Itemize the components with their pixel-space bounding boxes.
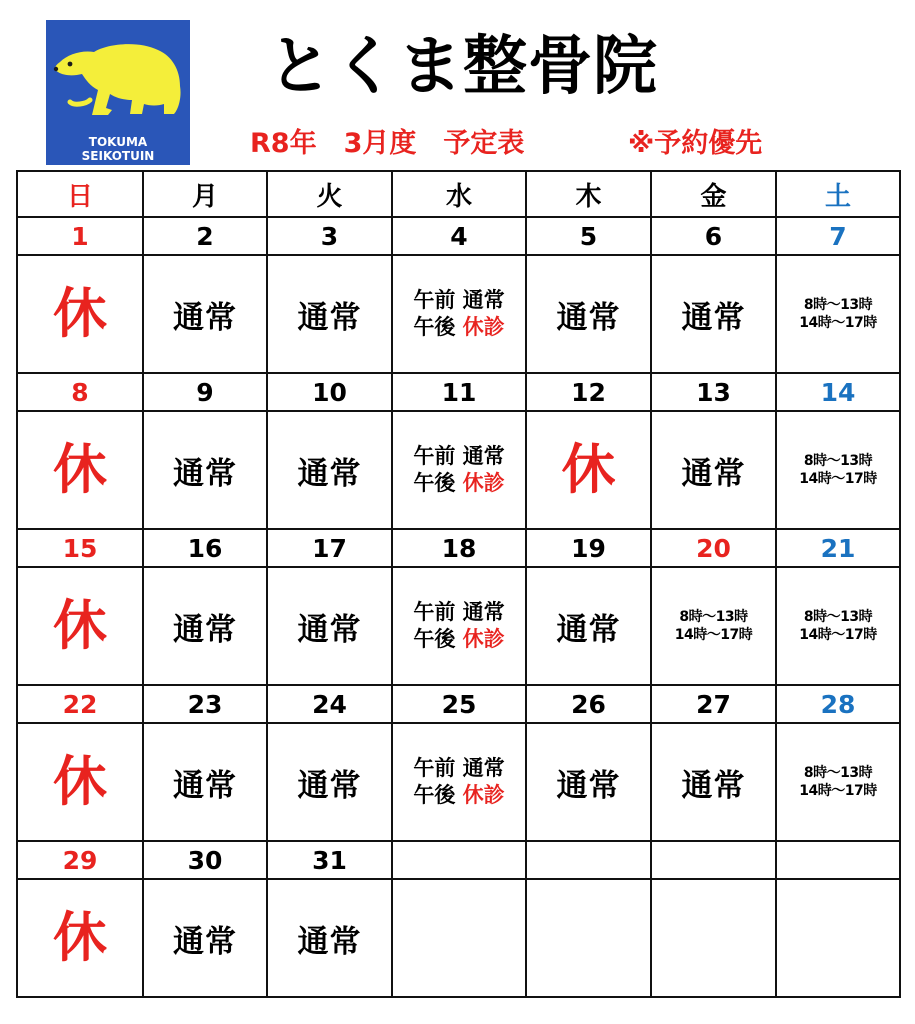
- wednesday-hours: [393, 755, 525, 809]
- date-cell: 31: [267, 841, 392, 879]
- normal-hours-label: 通常: [681, 299, 746, 336]
- short-hours: [777, 452, 899, 488]
- afternoon-status: 休診: [462, 471, 505, 495]
- normal-hours-label: 通常: [173, 611, 237, 648]
- short-hours-line1: 8時～13時: [679, 609, 748, 625]
- schedule-cell: [392, 879, 526, 997]
- schedule-cell: [392, 567, 526, 685]
- short-hours-line1: 8時～13時: [803, 297, 873, 313]
- reservation-note: ※予約優先: [628, 128, 763, 159]
- date-cell: 18: [392, 529, 526, 567]
- afternoon-label: 午後: [413, 783, 456, 807]
- schedule-cell: [17, 879, 143, 997]
- wednesday-hours: [393, 443, 525, 497]
- morning-line: [393, 755, 525, 782]
- schedule-cell: [143, 411, 267, 529]
- date-cell: 5: [526, 217, 651, 255]
- short-hours: [777, 608, 899, 644]
- weekday-wed: 水: [392, 171, 526, 217]
- date-cell: 8: [17, 373, 143, 411]
- date-cell: 9: [143, 373, 267, 411]
- short-hours-line2: 14時～17時: [674, 627, 753, 643]
- morning-line: [393, 287, 525, 314]
- normal-hours-label: 通常: [173, 455, 237, 492]
- normal-hours-label: 通常: [297, 299, 362, 336]
- short-hours-line1: 8時～13時: [803, 609, 873, 625]
- afternoon-line: [393, 626, 525, 653]
- schedule-cell: [143, 567, 267, 685]
- weekday-mon: 月: [143, 171, 267, 217]
- date-cell: 25: [392, 685, 526, 723]
- date-cell: 20: [651, 529, 776, 567]
- date-cell: [651, 841, 776, 879]
- page-title: とくま整骨院: [268, 30, 658, 104]
- afternoon-label: 午後: [413, 315, 456, 339]
- schedule-cell: [143, 723, 267, 841]
- schedule-cell: [267, 255, 392, 373]
- schedule-cell: [143, 879, 267, 997]
- logo-text-line1: TOKUMA: [88, 135, 148, 149]
- date-cell: 23: [143, 685, 267, 723]
- short-hours-line1: 8時～13時: [803, 453, 873, 469]
- schedule-cell: [267, 411, 392, 529]
- schedule-cell: [651, 411, 776, 529]
- date-cell: 21: [776, 529, 900, 567]
- schedule-row: [17, 879, 900, 997]
- normal-hours-label: 通常: [556, 767, 621, 804]
- normal-hours-label: 通常: [297, 767, 362, 804]
- closed-label: 休: [53, 906, 107, 969]
- schedule-cell: [776, 567, 900, 685]
- calendar-body: [17, 217, 900, 997]
- date-cell: 3: [267, 217, 392, 255]
- wednesday-hours: [393, 287, 525, 341]
- schedule-row: [17, 411, 900, 529]
- afternoon-status: 休診: [462, 315, 505, 339]
- schedule-cell: [526, 255, 651, 373]
- calendar-table: [16, 170, 901, 998]
- schedule-cell: [392, 255, 526, 373]
- normal-hours-label: 通常: [681, 455, 746, 492]
- date-cell: 19: [526, 529, 651, 567]
- wednesday-hours: [393, 599, 525, 653]
- short-hours-line2: 14時～17時: [799, 315, 877, 331]
- date-cell: 1: [17, 217, 143, 255]
- weekday-sun: 日: [17, 171, 143, 217]
- date-number-row: [17, 529, 900, 567]
- closed-label: 休: [53, 438, 107, 501]
- normal-hours-label: 通常: [556, 299, 621, 336]
- date-number-row: [17, 217, 900, 255]
- closed-label: 休: [53, 750, 107, 813]
- morning-status: 通常: [462, 756, 505, 780]
- afternoon-line: [393, 782, 525, 809]
- weekday-sat: 土: [776, 171, 900, 217]
- closed-label: 休: [53, 594, 107, 657]
- normal-hours-label: 通常: [173, 767, 237, 804]
- schedule-cell: [526, 879, 651, 997]
- weekday-header-row: [17, 171, 900, 217]
- schedule-cell: [267, 723, 392, 841]
- schedule-cell: [651, 879, 776, 997]
- date-cell: [526, 841, 651, 879]
- afternoon-label: 午後: [413, 627, 456, 651]
- schedule-cell: [17, 567, 143, 685]
- afternoon-line: [393, 470, 525, 497]
- date-cell: 4: [392, 217, 526, 255]
- date-cell: 12: [526, 373, 651, 411]
- short-hours-line2: 14時～17時: [799, 627, 877, 643]
- morning-label: 午前: [413, 600, 456, 624]
- schedule-cell: [776, 411, 900, 529]
- schedule-cell: [17, 255, 143, 373]
- weekday-thu: 木: [526, 171, 651, 217]
- date-cell: 2: [143, 217, 267, 255]
- morning-status: 通常: [462, 444, 505, 468]
- morning-label: 午前: [413, 444, 456, 468]
- morning-status: 通常: [462, 600, 505, 624]
- normal-hours-label: 通常: [173, 923, 237, 960]
- normal-hours-label: 通常: [681, 767, 746, 804]
- normal-hours-label: 通常: [297, 611, 362, 648]
- schedule-cell: [392, 723, 526, 841]
- schedule-subtitle: [250, 124, 763, 164]
- date-cell: 24: [267, 685, 392, 723]
- short-hours-line2: 14時～17時: [799, 783, 877, 799]
- date-cell: 29: [17, 841, 143, 879]
- logo-text-line2: SEIKOTUIN: [81, 149, 155, 163]
- schedule-cell: [776, 723, 900, 841]
- morning-label: 午前: [413, 756, 456, 780]
- afternoon-label: 午後: [413, 471, 456, 495]
- schedule-cell: [526, 723, 651, 841]
- weekday-tue: 火: [267, 171, 392, 217]
- schedule-period: R8年 3月度 予定表: [250, 128, 525, 159]
- date-cell: 26: [526, 685, 651, 723]
- closed-label: 休: [561, 438, 616, 501]
- weekday-fri: 金: [651, 171, 776, 217]
- schedule-cell: [776, 255, 900, 373]
- date-cell: 11: [392, 373, 526, 411]
- schedule-cell: [776, 879, 900, 997]
- schedule-cell: [651, 567, 776, 685]
- normal-hours-label: 通常: [297, 923, 362, 960]
- date-cell: 17: [267, 529, 392, 567]
- date-cell: 30: [143, 841, 267, 879]
- schedule-cell: [392, 411, 526, 529]
- date-cell: 28: [776, 685, 900, 723]
- schedule-cell: [143, 255, 267, 373]
- morning-status: 通常: [462, 288, 505, 312]
- afternoon-line: [393, 314, 525, 341]
- afternoon-status: 休診: [462, 783, 505, 807]
- date-cell: 16: [143, 529, 267, 567]
- date-number-row: [17, 685, 900, 723]
- morning-line: [393, 599, 525, 626]
- date-cell: 27: [651, 685, 776, 723]
- schedule-cell: [651, 723, 776, 841]
- date-cell: 7: [776, 217, 900, 255]
- short-hours: [777, 296, 899, 332]
- morning-label: 午前: [413, 288, 456, 312]
- schedule-cell: [17, 723, 143, 841]
- date-number-row: [17, 373, 900, 411]
- morning-line: [393, 443, 525, 470]
- date-cell: 14: [776, 373, 900, 411]
- normal-hours-label: 通常: [556, 611, 621, 648]
- date-cell: 6: [651, 217, 776, 255]
- schedule-cell: [526, 567, 651, 685]
- schedule-cell: [17, 411, 143, 529]
- closed-label: 休: [53, 282, 107, 345]
- normal-hours-label: 通常: [297, 455, 362, 492]
- short-hours: [652, 608, 775, 644]
- schedule-cell: [526, 411, 651, 529]
- schedule-cell: [267, 567, 392, 685]
- schedule-cell: [651, 255, 776, 373]
- afternoon-status: 休診: [462, 627, 505, 651]
- date-cell: [776, 841, 900, 879]
- date-cell: 22: [17, 685, 143, 723]
- date-cell: [392, 841, 526, 879]
- date-cell: 15: [17, 529, 143, 567]
- schedule-row: [17, 567, 900, 685]
- schedule-cell: [267, 879, 392, 997]
- schedule-row: [17, 723, 900, 841]
- short-hours-line2: 14時～17時: [799, 471, 877, 487]
- short-hours: [777, 764, 899, 800]
- date-cell: 13: [651, 373, 776, 411]
- short-hours-line1: 8時～13時: [803, 765, 873, 781]
- clinic-logo: [46, 20, 190, 165]
- schedule-row: [17, 255, 900, 373]
- date-number-row: [17, 841, 900, 879]
- date-cell: 10: [267, 373, 392, 411]
- normal-hours-label: 通常: [173, 299, 237, 336]
